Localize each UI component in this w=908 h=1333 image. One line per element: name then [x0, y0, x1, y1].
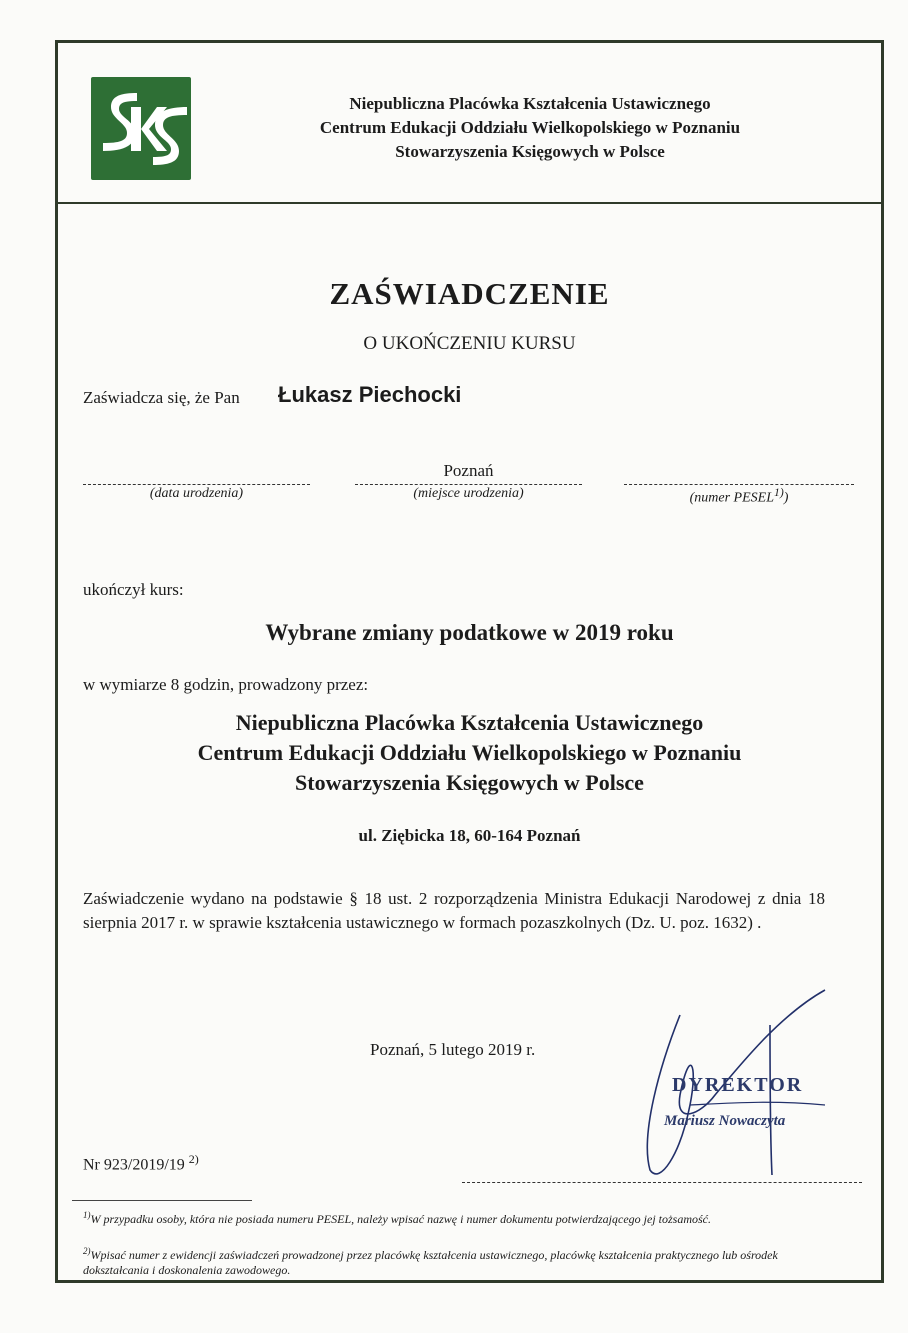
- pesel-footnote-marker: 1): [774, 486, 784, 499]
- certificate-number-text: Nr 923/2019/19: [83, 1156, 185, 1174]
- certificate-number-marker: 2): [188, 1152, 199, 1166]
- completed-text: ukończył kurs:: [83, 580, 184, 599]
- header-organization: [220, 92, 840, 164]
- organizer-line-3: Stowarzyszenia Księgowych w Polsce: [295, 770, 644, 795]
- stamp-title: DYREKTOR: [672, 1074, 804, 1096]
- place-and-date: Poznań, 5 lutego 2019 r.: [370, 1040, 536, 1059]
- legal-basis-text: Zaświadczenie wydano na podstawie § 18 ust. 2 rozporządzenia Ministra Edukacji Narodowej z dnia 18 sierpnia 2017 r. w sprawie kształcenia ustawicznego w formach pozaszkolnych (Dz. U. poz. 1632) .: [83, 889, 825, 932]
- birth-place-line: [355, 484, 582, 485]
- stamp-name: Mariusz Nowaczyta: [664, 1113, 786, 1129]
- pesel-label-text: (numer PESEL: [689, 490, 774, 506]
- birth-date-label: (data urodzenia): [149, 486, 244, 501]
- birth-date-value: [83, 460, 310, 482]
- pesel-label: [624, 486, 854, 507]
- footnote-divider: [72, 1200, 252, 1201]
- birth-date-field: [83, 460, 310, 502]
- document-subtitle: O UKOŃCZENIU KURSU: [363, 333, 576, 354]
- header-divider: [55, 202, 884, 204]
- person-name: Łukasz Piechocki: [278, 382, 462, 407]
- birth-place-value: Poznań: [443, 461, 494, 480]
- duration-text: w wymiarze 8 godzin, prowadzony przez:: [83, 675, 369, 694]
- organizer-line-1: Niepubliczna Placówka Kształcenia Ustawicznego: [235, 710, 704, 735]
- footnote-1-marker: 1): [83, 1210, 91, 1220]
- organizer-name: [55, 708, 884, 798]
- birth-date-line: [83, 484, 310, 485]
- course-name: Wybrane zmiany podatkowe w 2019 roku: [265, 620, 674, 645]
- pesel-field: [624, 460, 854, 507]
- pesel-value: [624, 460, 854, 482]
- sk-logo-icon: [91, 77, 191, 180]
- footnote-2-text: Wpisać numer z ewidencji zaświadczeń prowadzonej przez placówkę kształcenia ustawicznego, placówkę kształcenia praktycznego lub ośrodek dokształcania i doskonalenia zawodowego.: [83, 1248, 778, 1277]
- pesel-label-end: ): [783, 490, 789, 506]
- footnote-2-marker: 2): [83, 1246, 91, 1256]
- pesel-line: [624, 484, 854, 485]
- footnote-1-text: W przypadku osoby, która nie posiada numeru PESEL, należy wpisać nazwę i numer dokumentu potwierdzającego jej tożsamość.: [90, 1212, 711, 1226]
- organizer-line-2: Centrum Edukacji Oddziału Wielkopolskiego w Poznaniu: [197, 740, 742, 765]
- footnote-2: [83, 1244, 803, 1278]
- certificate-number: [83, 1152, 199, 1174]
- signature-line: [462, 1182, 862, 1183]
- birth-place-label: (miejsce urodzenia): [413, 486, 524, 501]
- organizer-address: ul. Ziębicka 18, 60-164 Poznań: [358, 826, 581, 845]
- certify-text: Zaświadcza się, że Pan: [83, 388, 240, 407]
- header-line-1: Niepubliczna Placówka Kształcenia Ustawicznego: [349, 94, 711, 113]
- footnote-1: [83, 1208, 803, 1227]
- birth-place-field: [355, 460, 582, 502]
- header-line-3: Stowarzyszenia Księgowych w Polsce: [395, 142, 665, 161]
- document-title: ZAŚWIADCZENIE: [329, 276, 610, 311]
- header-line-2: Centrum Edukacji Oddziału Wielkopolskiego w Poznaniu: [319, 118, 741, 137]
